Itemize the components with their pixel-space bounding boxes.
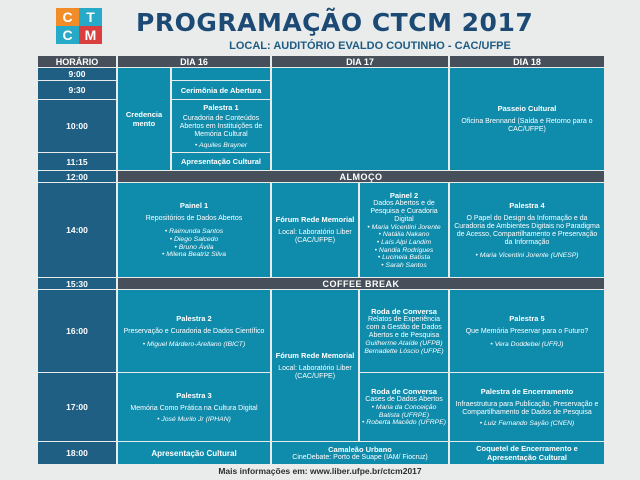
logo-letter-c2: C (56, 26, 79, 44)
painel-2-person: • Nandia Rodrigues (374, 246, 434, 254)
apresentacao-cultural-2-label: Apresentação Cultural (151, 448, 237, 458)
palestra-2-title: Palestra 2 (176, 313, 212, 323)
palestra-1-speaker: • Aquiles Brayner (195, 141, 247, 149)
palestra-3-speaker: • José Murilo Jr (IPHAN) (157, 415, 231, 423)
palestra-5-title: Palestra 5 (509, 313, 545, 323)
palestra-encerramento-speaker: • Luiz Fernando Sayão (CNEN) (479, 419, 575, 427)
roda-conversa-2-cell (360, 373, 448, 441)
logo-letter-c1: C (56, 8, 79, 26)
roda-conversa-1-person: Bernadette Lóscio (UFPE) (364, 347, 444, 355)
painel-2-person: • Natália Nakano (378, 231, 430, 239)
passeio-cultural-cell (450, 68, 604, 170)
painel-2-person: • Laís Alpi Landim (376, 238, 432, 246)
forum-rede-memorial-1-title: Fórum Rede Memorial (275, 215, 355, 224)
ctcm-logo (56, 8, 102, 44)
painel-1-person: • Raimunda Santos (164, 228, 224, 236)
palestra-encerramento-text: Infraestrutura para Publicação, Preservação e Compartilhamento de Dados de Pesquisa (455, 400, 599, 416)
painel-1-person: • Bruno Ávila (174, 243, 214, 251)
time-1115: 11:15 (38, 153, 116, 170)
palestra-2-cell (118, 290, 270, 372)
painel-1-person: • Diego Salcedo (169, 235, 219, 243)
roda-conversa-1-cell (360, 290, 448, 372)
almoco-band: ALMOÇO (118, 171, 604, 182)
coquetel-encerramento-cell (450, 442, 604, 464)
page-header (0, 0, 640, 56)
roda-conversa-2-person: • Roberta Macêdo (UFRPE) (362, 419, 446, 427)
roda-conversa-1-text: Relatos de Experiência com a Gestão de Dados Abertos e de Pesquisa (366, 315, 442, 339)
col-header-dia17: DIA 17 (272, 56, 448, 67)
time-1800: 18:00 (38, 442, 116, 464)
time-1530: 15:30 (38, 278, 116, 289)
roda-conversa-2-title: Roda de Conversa (371, 387, 437, 397)
apresentacao-cultural-1-label: Apresentação Cultural (180, 157, 262, 166)
time-0930: 9:30 (38, 81, 116, 99)
forum-rede-memorial-2-text: Local: Laboratório Liber (CAC/UFPE) (278, 364, 352, 380)
camaleao-urbano-title: Camaleão Urbano (328, 444, 392, 454)
time-1200: 12:00 (38, 171, 116, 182)
palestra-5-speaker: • Vera Doddebei (UFRJ) (490, 340, 564, 348)
palestra-encerramento-cell (450, 373, 604, 441)
coquetel-encerramento-label: Coquetel de Encerramento e Apresentação Cultural (476, 444, 578, 462)
blank-cell-0900-dia16 (172, 68, 270, 80)
palestra-2-text: Preservação e Curadoria de Dados Científico (123, 327, 265, 335)
logo-letter-m: M (79, 26, 102, 44)
roda-conversa-1-person: Guilherme Ataíde (UFPB) (365, 339, 443, 347)
palestra-1-cell (172, 100, 270, 152)
roda-conversa-2-text: Cases de Dados Abertos (365, 396, 443, 404)
schedule-table (38, 56, 604, 464)
painel-1-text: Repositórios de Dados Abertos (145, 215, 243, 223)
painel-2-cell (360, 183, 448, 277)
credenciamento-cell (118, 68, 170, 170)
cerimonia-abertura-label: Cerimônia de Abertura (180, 85, 262, 95)
palestra-1-text: Curadoria de Conteúdos Abertos em Instituições de Memória Cultural (179, 114, 263, 138)
time-1400: 14:00 (38, 183, 116, 277)
logo-letter-t: T (79, 8, 102, 26)
forum-rede-memorial-2-cell (272, 290, 358, 441)
blank-cell-morning-dia17 (272, 68, 448, 170)
camaleao-urbano-text: CineDebate: Porto de Suape (IAM/ Fiocruz) (292, 453, 428, 461)
palestra-4-title: Palestra 4 (509, 200, 545, 210)
palestra-4-text: O Papel do Design da Informação e da Curadoria de Ambientes Digitais no Paradigma de Acesso, Compartilhamento e Preservação da Informação (454, 214, 600, 246)
painel-2-person: • Lucineia Batista (377, 254, 431, 262)
cerimonia-abertura-cell (172, 81, 270, 99)
palestra-3-title: Palestra 3 (176, 390, 212, 400)
palestra-5-text: Que Memória Preservar para o Futuro? (465, 327, 589, 335)
page-title: PROGRAMAÇÃO CTCM 2017 (136, 8, 534, 37)
forum-rede-memorial-1-cell (272, 183, 358, 277)
passeio-cultural-text: Oficina Brennand (Saída e Retorno para o CAC/UFPE) (461, 118, 593, 133)
roda-conversa-1-title: Roda de Conversa (371, 306, 437, 316)
painel-1-cell (118, 183, 270, 277)
painel-2-person: • Sarah Santos (381, 261, 427, 269)
passeio-cultural-title: Passeio Cultural (497, 104, 557, 113)
credenciamento-label: Credenciamento (125, 110, 163, 128)
palestra-3-text: Memória Como Prática na Cultura Digital (130, 404, 258, 412)
roda-conversa-2-person: • Maria da Conceição Batista (UFRPE) (371, 404, 437, 419)
painel-1-title: Painel 1 (179, 201, 209, 211)
forum-rede-memorial-2-title: Fórum Rede Memorial (275, 350, 355, 360)
apresentacao-cultural-1-cell (172, 153, 270, 170)
page-subtitle: LOCAL: AUDITÓRIO EVALDO COUTINHO - CAC/UFPE (229, 40, 511, 52)
palestra-4-speaker: • Maria Vicentini Jorente (UNESP) (475, 251, 579, 259)
camaleao-urbano-cell (272, 442, 448, 464)
apresentacao-cultural-2-cell (118, 442, 270, 464)
col-header-dia16: DIA 16 (118, 56, 270, 67)
painel-1-person: • Milena Beatriz Silva (162, 251, 226, 259)
col-header-horario: HORÁRIO (38, 56, 116, 67)
col-header-dia18: DIA 18 (450, 56, 604, 67)
painel-2-text: Dados Abertos e de Pesquisa e Curadoria Digital (370, 199, 438, 223)
palestra-1-title: Palestra 1 (203, 102, 239, 112)
time-1700: 17:00 (38, 373, 116, 441)
painel-2-title: Painel 2 (389, 190, 419, 200)
palestra-encerramento-title: Palestra de Encerramento (480, 386, 574, 396)
time-0900: 9:00 (38, 68, 116, 80)
forum-rede-memorial-1-text: Local: Laboratório Liber (CAC/UFPE) (278, 229, 352, 244)
painel-2-person: • Maria Vicentini Jorente (367, 223, 441, 231)
coffee-break-band: COFFEE BREAK (118, 278, 604, 289)
palestra-5-cell (450, 290, 604, 372)
palestra-3-cell (118, 373, 270, 441)
palestra-2-speaker: • Miguel Márdero-Arellano (IBICT) (142, 340, 246, 348)
palestra-4-cell (450, 183, 604, 277)
time-1600: 16:00 (38, 290, 116, 372)
footer-info: Mais informações em: www.liber.ufpe.br/ctcm2017 (218, 466, 422, 476)
time-1000: 10:00 (38, 100, 116, 152)
